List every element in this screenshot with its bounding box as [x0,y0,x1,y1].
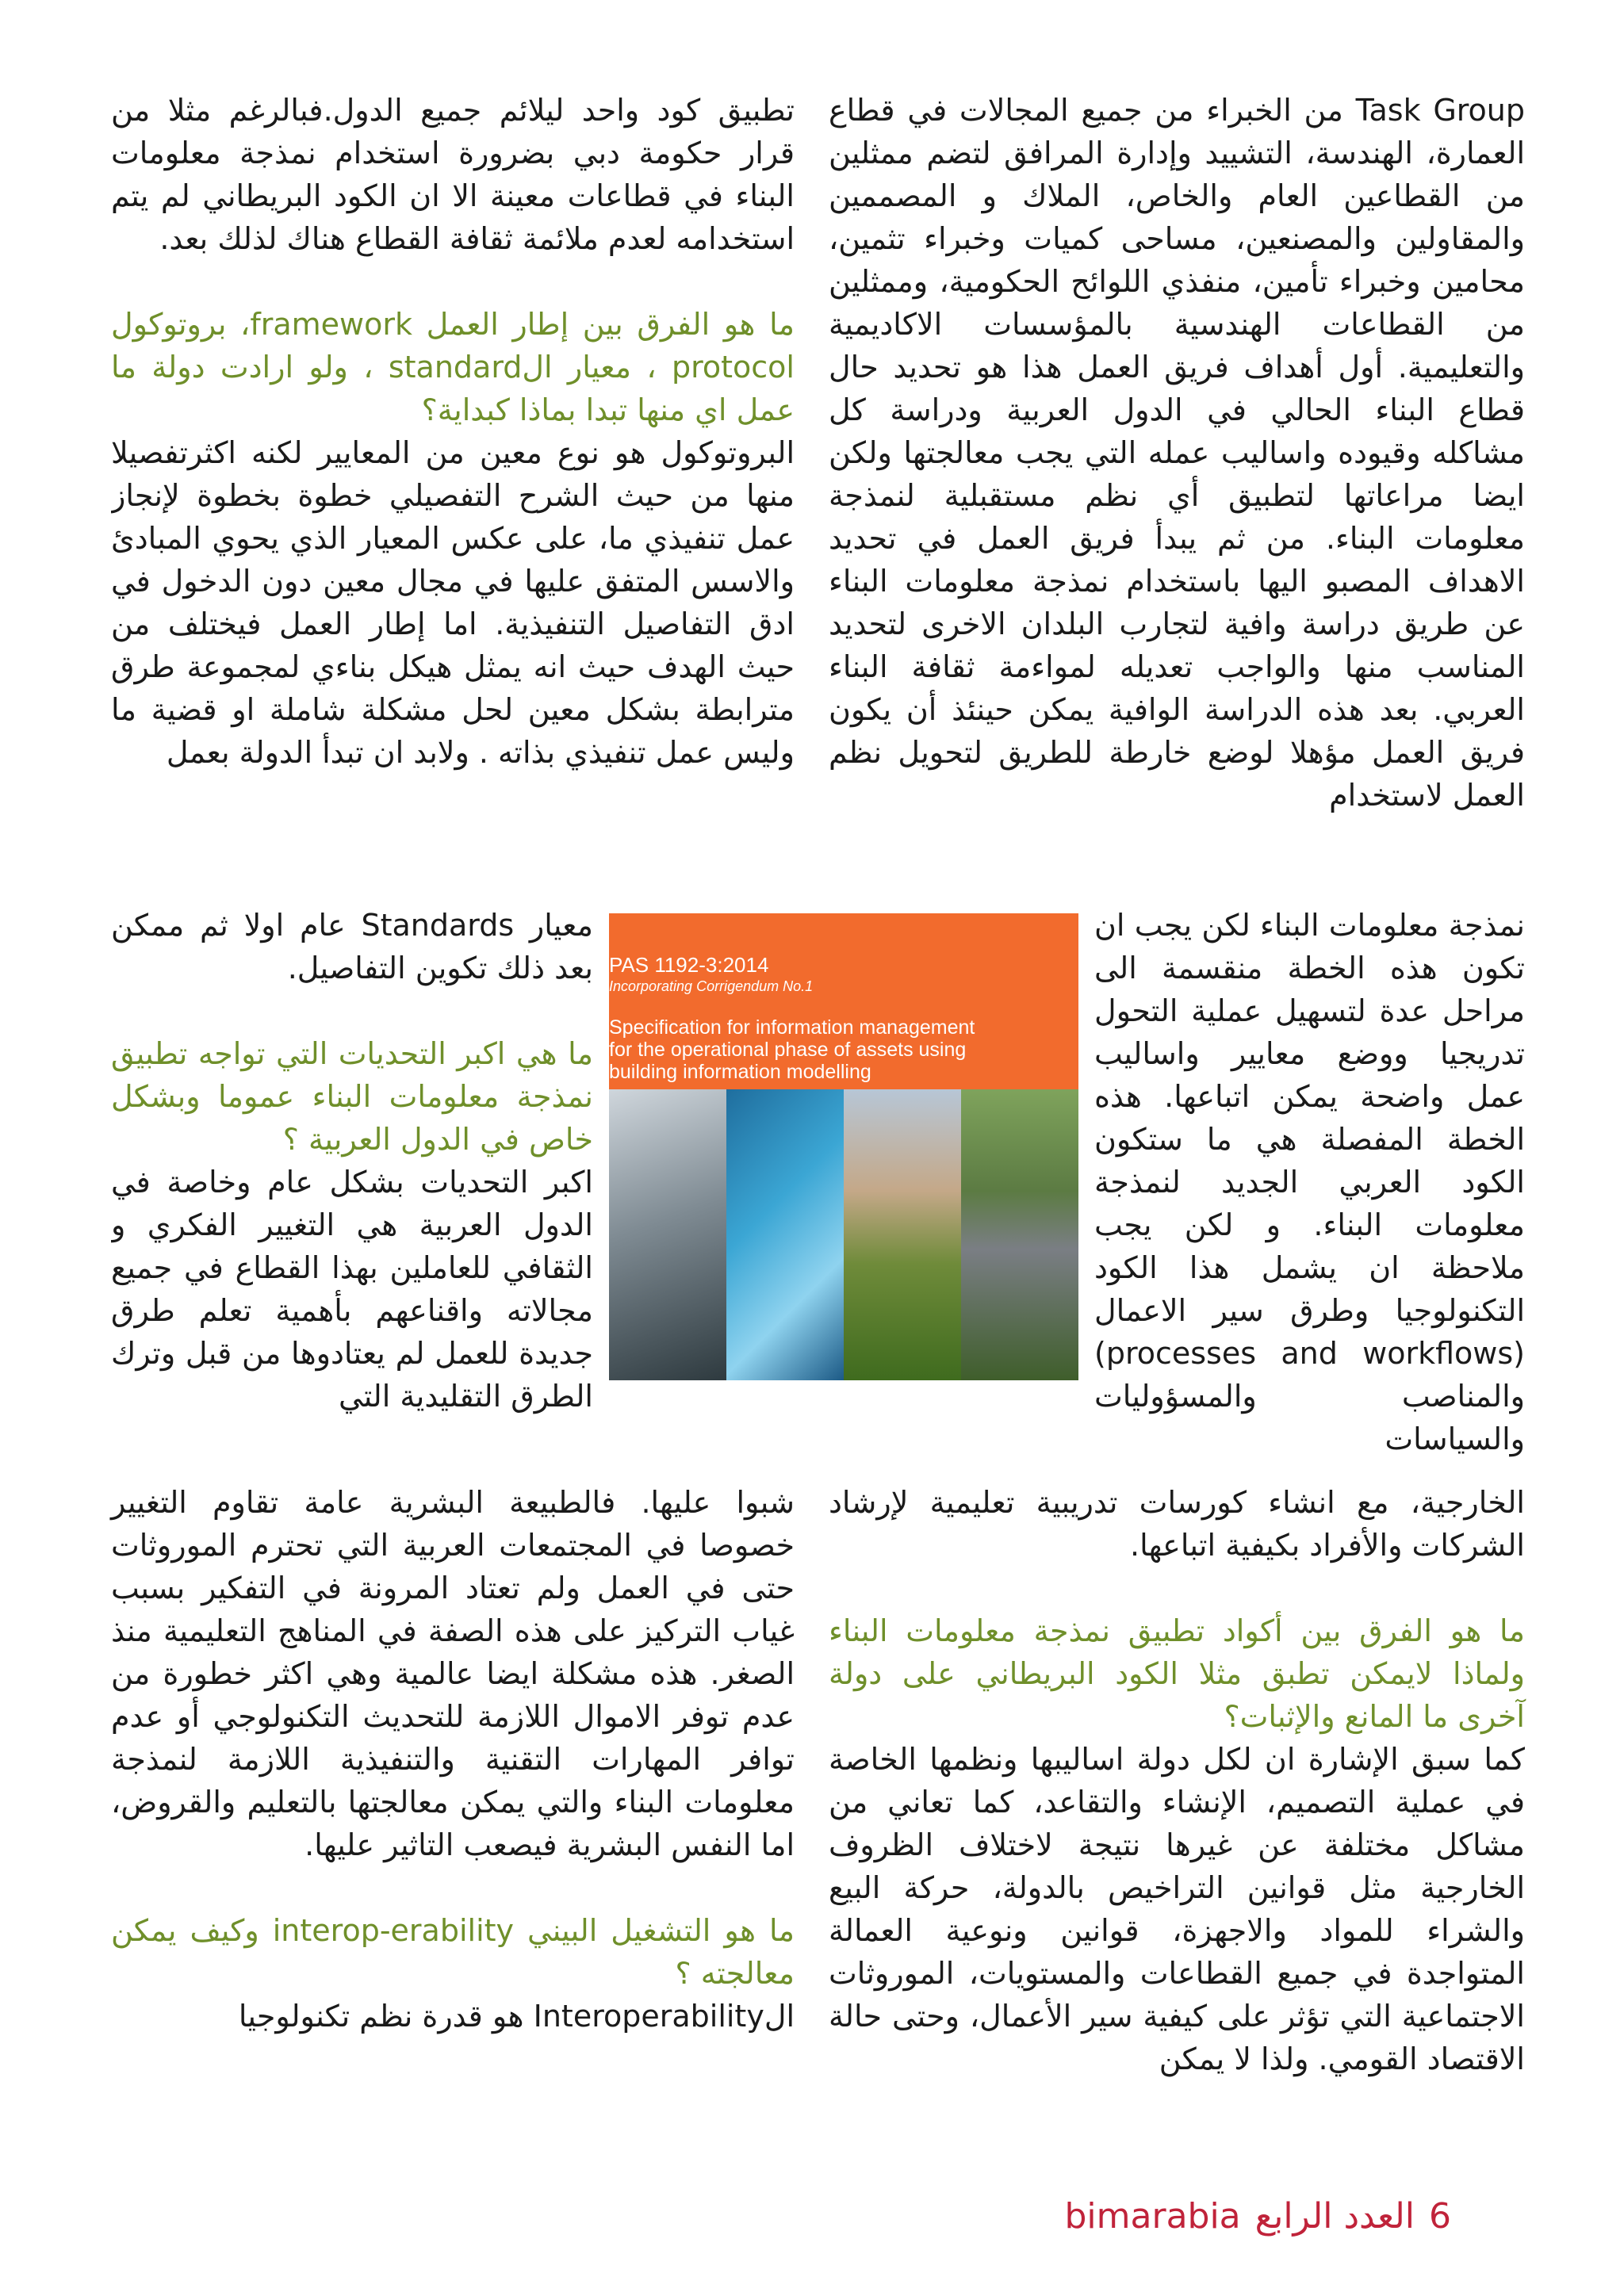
paragraph: البروتوكول هو نوع معين من المعايير لكنه اكثرتفصيلا منها من حيث الشرح التفصيلي خطوة بخطوة لإنجاز عمل تنفيذي ما، على عكس المعيار الذي يحوي المبادئ والاسس المتفق عليها في مجال معين دون الدخول في ادق التفاصيل التنفيذية. اما إطار العمل فيختلف من حيث الهدف حيث انه يمثل هيكل بناءي لمجموعة طرق مترابطة بشكل معين لحل مشكلة شاملة او قضية ما وليس عمل تنفيذي بذاته . ولابد ان تبدأ الدولة بعمل [111,435,795,770]
page-footer [1051,2196,1452,2237]
question-heading: ما هو التشغيل البيني interop-erability وكيف يمكن معالجته ؟ [111,1913,795,1991]
photo-tile-train [609,1089,726,1380]
paragraph: معيار Standards عام اولا ثم ممكن بعد ذلك تكوين التفاصيل. [111,908,593,985]
paragraph: الخارجية، مع انشاء كورسات تدريبية تعليمية لإرشاد الشركات والأفراد بكيفية اتباعها. [829,1485,1525,1563]
spec-title [609,1016,1078,1083]
left-column [111,89,795,859]
paragraph: نمذجة معلومات البناء لكن يجب ان تكون هذه الخطة منقسمة الى مراحل عدة لتسهيل عملية التحول تدريجيا ووضع معايير واساليب عمل واضحة يمكن اتباعها. هذه الخطة المفصلة هي ما ستكون الكود العربي الجديد لنمذجة معلومات البناء. و لكن يجب ملاحظة ان يشمل هذا الكود التكنولوجيا وطرق سير الاعمال (processes and workflows) والمناصب والمسؤوليات والسياسات [1094,908,1525,1456]
standard-title: PAS 1192-3:2014 [609,953,769,977]
cover-photo-strip [609,1089,1078,1380]
paragraph: تطبيق كود واحد ليلائم جميع الدول.فبالرغم مثلا من قرار حكومة دبي بضرورة استخدام نمذجة معلومات البناء في قطاعات معينة الا ان الكود البريطاني لم يتم استخدامه لعدم ملائمة ثقافة القطاع هناك لذلك بعد. [111,93,795,256]
spec-line: building information modelling [609,1061,871,1083]
question-heading: ما هو الفرق بين أكواد تطبيق نمذجة معلومات البناء ولماذا لايمكن تطبق مثلا الكود البريطاني على دولة آخرى ما المانع والإثبات؟ [829,1613,1525,1734]
photo-tile-bridge [844,1089,961,1380]
pas-cover-image [609,913,1078,1380]
spec-line: for the operational phase of assets using [609,1039,967,1061]
paragraph: اكبر التحديات بشكل عام وخاصة في الدول العربية هي التغيير الفكري و الثقافي للعاملين بهذا القطاع في جميع مجالاته واقناعهم بأهمية تعلم طرق جديدة للعمل لم يعتادوها من قبل وترك الطرق التقليدية التي [111,1165,593,1414]
spec-line: Specification for information management [609,1016,975,1039]
corrigendum-note: Incorporating Corrigendum No.1 [609,978,814,994]
paragraph: كما سبق الإشارة ان لكل دولة اساليبها ونظمها الخاصة في عملية التصميم، الإنشاء والتقاعد، كما تعاني من مشاكل مختلفة عن غيرها نتيجة لاختلاف الظروف الخارجية مثل قوانين التراخيص بالدولة، حركة البيع والشراء للمواد والاجهزة، قوانين ونوعية العمالة المتواجدة في جميع القطاعات والمستويات، الموروثات الاجتماعية التي تؤثر على كيفية سير الأعمال، وحتى حالة الاقتصاد القومي. ولذا لا يمكن [829,1742,1525,2076]
issue-label: العدد الرابع [1254,2196,1415,2237]
question-heading: ما هي اكبر التحديات التي تواجه تطبيق نمذجة معلومات البناء عموما وبشكل خاص في الدول العربية ؟ [111,1036,593,1157]
photo-tile-highway [961,1089,1078,1380]
page-number: 6 [1429,2196,1451,2237]
paragraph: الInteroperability هو قدرة نظم تكنولوجيا [238,1999,795,2034]
left-column-lower [111,1481,795,2038]
photo-tile-glass-building [726,1089,844,1380]
left-column-wrap [111,904,593,1460]
right-column [829,89,1525,945]
question-heading: ما هو الفرق بين إطار العمل framework، بروتوكول protocol ، معيار الstandard ، ولو ارادت دولة ما عمل اي منها تبدا بماذا كبداية؟ [111,307,795,427]
paragraph: شبوا عليها. فالطبيعة البشرية عامة تقاوم التغيير خصوصا في المجتمعات العربية التي تحترم الموروثات حتى في العمل ولم تعتاد المرونة في التفكير بسبب غياب التركيز على هذه الصفة في المناهج التعليمية منذ الصغر. هذه مشكلة ايضا عالمية وهي اكثر خطورة من عدم توفر الاموال اللازمة للتحديث التكنولوجي أو عدم توافر المهارات التقنية والتنفيذية اللازمة لنمذجة معلومات البناء والتي يمكن معالجتها بالتعليم والقروض، اما النفس البشرية فيصعب التاثير عليها. [111,1485,795,1862]
brand-name: bimarabia [1064,2196,1241,2237]
right-column-wrap [1094,904,1525,1460]
paragraph: Task Group من الخبراء من جميع المجالات في قطاع العمارة، الهندسة، التشييد وإدارة المرافق لتضم ممثلين من القطاعين العام والخاص، الملاك و المصممين والمقاولين والمصنعين، مساحى كميات وخبراء تثمين، محامين وخبراء تأمين، منفذي اللوائح الحكومية، وممثلين من القطاعات الهندسية بالمؤسسات الاكاديمية والتعليمية. أول أهداف فريق العمل هذا هو تحديد حال قطاع البناء الحالي في الدول العربية ودراسة كل مشاكله وقيوده واساليب عمله التي يجب معالجتها ولكن ايضا مراعاتها لتطبيق أي نظم مستقبلية لنمذجة معلومات البناء. من ثم يبدأ فريق العمل في تحديد الاهداف المصبو اليها باستخدام نمذجة معلومات البناء عن طريق دراسة وافية لتجارب البلدان الاخرى لتحديد المناسب منها والواجب تعديله لمواءمة ثقافة البناء العربي. بعد هذه الدراسة الوافية يمكن حينئذ أن يكون فريق العمل مؤهلا لوضع خارطة للطريق لتحويل نظم العمل لاستخدام [829,93,1525,813]
right-column-lower [829,1481,1525,2080]
